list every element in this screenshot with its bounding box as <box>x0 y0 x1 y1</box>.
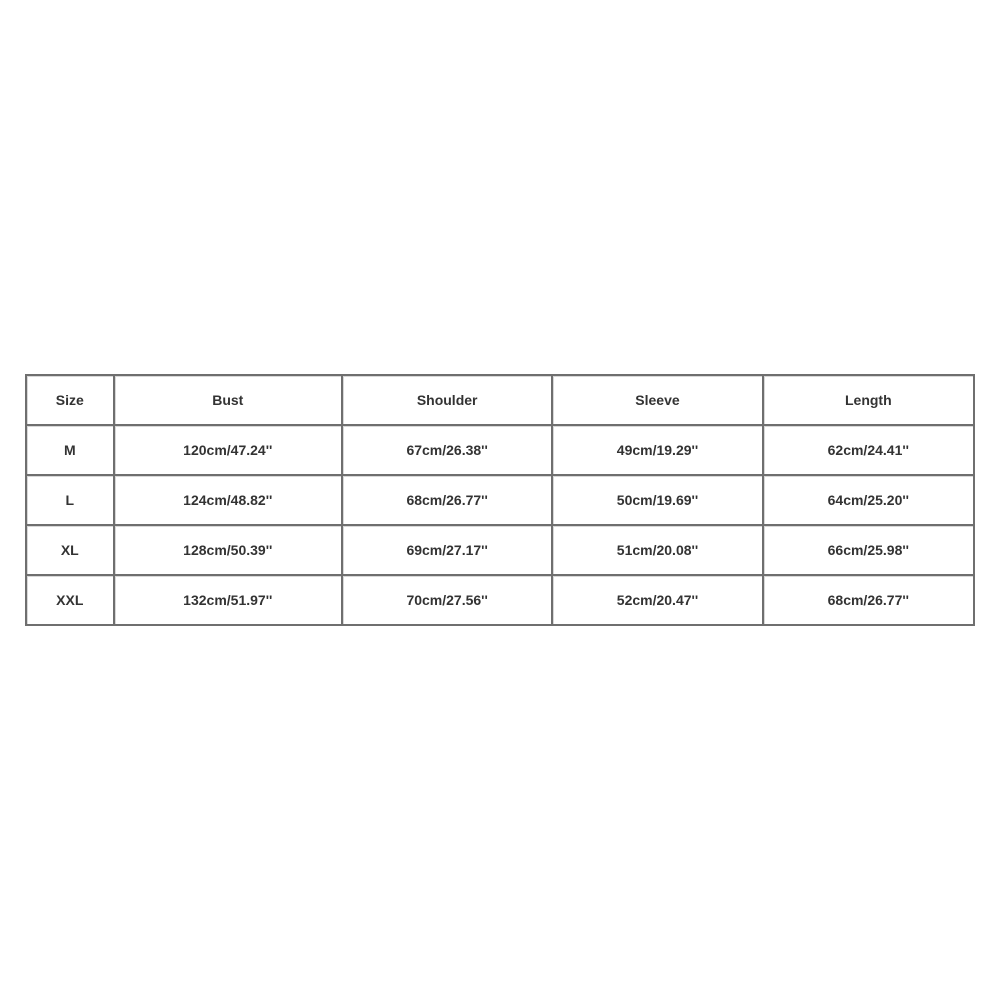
cell-sleeve: 49cm/19.29'' <box>553 426 763 476</box>
cell-bust: 120cm/47.24'' <box>115 426 343 476</box>
table-row <box>27 426 975 476</box>
cell-size: XL <box>27 526 115 576</box>
size-chart-table <box>25 374 975 626</box>
table-row <box>27 476 975 526</box>
cell-shoulder: 70cm/27.56'' <box>343 576 553 626</box>
cell-bust: 128cm/50.39'' <box>115 526 343 576</box>
cell-size: M <box>27 426 115 476</box>
cell-bust: 124cm/48.82'' <box>115 476 343 526</box>
header-length: Length <box>764 376 975 426</box>
cell-length: 68cm/26.77'' <box>764 576 975 626</box>
cell-length: 64cm/25.20'' <box>764 476 975 526</box>
header-shoulder: Shoulder <box>343 376 553 426</box>
cell-shoulder: 69cm/27.17'' <box>343 526 553 576</box>
cell-size: XXL <box>27 576 115 626</box>
header-sleeve: Sleeve <box>553 376 763 426</box>
cell-shoulder: 67cm/26.38'' <box>343 426 553 476</box>
cell-sleeve: 52cm/20.47'' <box>553 576 763 626</box>
cell-sleeve: 51cm/20.08'' <box>553 526 763 576</box>
cell-shoulder: 68cm/26.77'' <box>343 476 553 526</box>
cell-length: 62cm/24.41'' <box>764 426 975 476</box>
header-size: Size <box>27 376 115 426</box>
cell-size: L <box>27 476 115 526</box>
table-row <box>27 576 975 626</box>
header-row <box>27 376 975 426</box>
cell-bust: 132cm/51.97'' <box>115 576 343 626</box>
cell-length: 66cm/25.98'' <box>764 526 975 576</box>
table-row <box>27 526 975 576</box>
size-chart-header <box>27 376 975 426</box>
size-chart-body <box>27 426 975 626</box>
cell-sleeve: 50cm/19.69'' <box>553 476 763 526</box>
header-bust: Bust <box>115 376 343 426</box>
